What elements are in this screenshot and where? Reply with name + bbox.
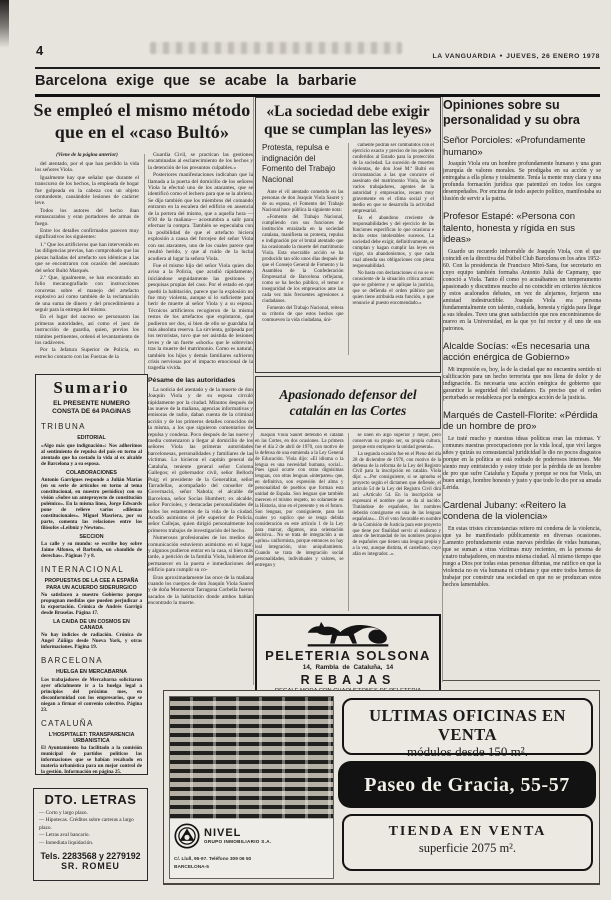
catalan-headline (279, 387, 416, 419)
fomento-text: Ante el vil atentado cometido en las personas de don Joaquín Viola Sauret y de su esposa, el Fomento del Trabajo Nacional hace pública la siguiente nota: «Fomento del Trabajo Nacional, cumpliendo con sus funciones de institución enraizada en la sociedad catalana, manifiesta su protesta, repulsa e indignación por el brutal atentado que ha ocasionado la muerte del matrimonio Viola. Esta execrable acción se ha producido tan sólo unos días después de que el Consejo General de Fomento y la Asamblea de la Confederación Empresarial de Barcelona reflejaran, como se ha hecho público, el temor e inseguridad de los empresarios ante las cada vez más frecuentes agresiones a ciudadanos. Fomento del Trabajo Nacional, reitera su criterio de que estos hechos que conmueven la vida ciudadana, úni- (262, 190, 344, 323)
sumario-category: CATALUÑA (41, 718, 94, 728)
building-photo (170, 697, 333, 819)
catalan-column-2: se unen en algo superior y mejor, pero conservan su propio ser, su propia cultura, porque esto enriquece la unidad general». La segunda ocasión fue en el Pleno del día 28 de diciembre de 1976, con motivo de la defensa de la reforma de la Ley del Registro Civil para la inscripción en catalán. Viola dijo: «...Por consiguiente, si se aprueba el proyecto según el dictamen que defiende, el artículo 54 de la Ley del Registro Civil dirá así: «Artículo 54. En la inscripción se expresará el nombre que se da al nacido. Tratándose de españoles, los nombres deberán consignarse en una de las lenguas españolas»... Di el voto favorable en nombre de la Comisión de Justicia para este proyecto que tiene por finalidad servir al realismo y amor de hermandad de los nombres propios de españoles que tienen una lengua propia y a la vez, aunque distinta, el castellano, cuyo afán es integrador...». (348, 433, 442, 611)
nivel-subtitle: GRUPO INMOBILIARIO S.A. (204, 838, 272, 844)
nivel-logo-icon (174, 823, 200, 849)
peleteria-name: PELETERIA SOLSONA (265, 648, 431, 663)
sumario-title: Sumario (53, 378, 130, 397)
sumario-item-text: No hay indicios de radiación. Crónica de Angel Zúñiga desde Nueva York, y otras informaciones. Página 19. (41, 632, 142, 651)
pesame-text: La noticia del atentado y de la muerte de don Joaquín Viola y de su esposa circuló rápidamente por la ciudad. Minutos después de las nueve de la mañana, agencias informativas y emisoras de radio, daban cuenta de la criminal acción y de los primeros detalles conocidos de la misma, a los que siguieron comentarios de repulsa y condena. Poco después de las nueve y media comenzaron a llegar al domicilio de los señores Viola las primeras autoridades barcelonesas, personalidades y familiares de las víctimas. Lo hicieron el capitán general de Cataluña, teniente general señor Coloma Gallegos; el gobernador civil, señor Belloch Puig; el presidente de la Generalitat, señor Tarradellas, acompañado del conseller de Governació, señor Nahola; el alcalde de Barcelona, señor Socías Humbert; ex alcalde, señor Porcioles, y destacadas personalidades de todos los estamentos de la vida de la ciudad. Acudió asimismo el jefe superior de Policía, señor Callejas, quien dirigió personalmente los primeros trabajos de investigación del hecho. Numerosos profesionales de los medios de comunicación estuvieron asimismo en el lugar, y algunos pudieron entrar en la casa, si bien más tarde, a petición de la familia Viola, hubieron de permanecer en la puerta e inmediaciones del edificio para cumplir su co- Eran aproximadamente las once de la mañana cuando los cuerpos de don Joaquín Viola Sauret y de doña Montserrat Tarragona Corbella fueron sacados de la habitación donde ambos habían encontrado la muerte. (148, 386, 253, 607)
fomento-headline-line2: que se cumplan las leyes» (264, 121, 432, 138)
bullet-separator-icon: ● (499, 53, 504, 59)
peleteria-promo: REBAJAS (300, 673, 396, 687)
dto-letras-ad (33, 788, 148, 881)
opinion-section-heading: Cardenal Jubany: «Reitero la condena de la violencia» (443, 499, 567, 522)
dto-letras-item: — Hipotecas. Créditos sobre carteras a largo plazo. (39, 817, 134, 831)
dto-letras-phones: Tels. 2283568 y 2279192 (40, 851, 141, 862)
masthead-dateline (330, 52, 600, 61)
oficinas-venta-ad (342, 698, 593, 759)
opinions-column (443, 98, 601, 676)
sumario-category: BARCELONA (41, 656, 103, 666)
opinions-headline-line2: personalidad y su obra (443, 112, 580, 127)
pesame-subheading: Pésame de las autoridades (148, 376, 236, 384)
masthead-title: LA VANGUARDIA (432, 53, 497, 60)
sumario-item-label: EDITORIAL (77, 435, 106, 442)
nivel-ad (169, 696, 334, 879)
sumario-item-label: HUELGA EN MERCABARNA (55, 669, 128, 676)
catalan-column-1: Joaquín Viola Sauret defendió el catalán en las Cortes, en dos ocasiones. La primera fue el día 2 de abril de 1970, con motivo de la defensa de una enmienda a la Ley General de Educación. Viola dijo: «El idioma o la lengua es una necesidad humana, social... Pues igual ocurre con otras dignísimas lenguas, con otras lenguas «interpares» que, en definitiva, son expresión del alma y personalidad de pueblos que forman esta unidad de España. Son lenguas que también merecen el mismo respeto, no solamente en la Historia, sino en el presente y en el futuro. Son lenguas, por consiguiente, para las cuales yo suplico que se tenga debida consideración en este artículo 1 de la Ley para marcar, digamos, una orientación decisiva... No se trata de integración a un «prius» uniformista, porque entonces no hay leal integración, sino aniquilamiento. Cuando se trata de integración social personalidades, individuales y valores, se entregan y (255, 433, 344, 568)
tienda-subline: superficie 2075 m². (418, 841, 517, 855)
column-divider (253, 97, 254, 685)
edition-date: JUEVES, 26 ENERO 1978 (506, 53, 600, 60)
catalan-article-body (255, 433, 441, 611)
real-estate-ads-box (163, 690, 600, 885)
catalan-headline-line1: Apasionado defensor del (279, 386, 417, 402)
fomento-text: camente podrán ser combatidos con el ejercicio exacto y preciso de los poderes conferidos al Estado para la protección de la sociedad. La sucesión de muertes violentas, de don José M.ª Bultó en circunstancias a las que concurre el asesinato del matrimonio Viola, las de varios trabajadores, agentes de la autoridad y empresarios, recaen muy gravemente en el clima social y el medio en que se desarrolla la actividad empresarial. Es el abandono creciente de responsabilidades y del ejercicio de las funciones específicas lo que ocasiona e incita estos intolerables sucesos. La sociedad debe exigir, definitivamente, se cumplan y hagan cumplir las leyes en vigor, sin abandonismos, y que cada cual atienda sus obligaciones con plena responsabilidad. No basta con declaraciones si no se es consciente de la situación crítica actual: que se gobierne y se aplique la justicia, que se defienda el orden público por quien tiene atribuida esta función, o que renuncie al puesto encomendado.» (352, 143, 434, 306)
sumario-category: TRIBUNA (41, 422, 86, 432)
opinion-section-text: Le traté mucho y nuestras ideas políticas eran las mismas. Y comunes nuestras preocupaciones por la vida local, que viví largos años y quizás su consustancial juridicidad le dio no pocos disgustos porque en la política se está rodeado de poderosos intereses. Me siento muy entristecido y estoy triste por la pérdida de un hombre de pro que sufre Cataluña y España y porque se nos fue Viola, un buen amigo, hombre honesto y justo y que todo lo dio por su amada Lérida. (443, 435, 601, 491)
lead-article-headline (28, 100, 256, 143)
header-rule (35, 67, 600, 69)
sumario-category: INTERNACIONAL (41, 565, 125, 575)
tienda-venta-ad (342, 814, 593, 871)
sumario-box (35, 374, 148, 775)
catalan-article-headline-box (255, 376, 441, 429)
lead-article-column-1 (35, 152, 139, 364)
lead-article-text: Guardia Civil, se practican las gestiones encaminadas al esclarecimiento de los hechos y la detención de los presuntos culpables.» Posteriores manifestaciones indicaban que la llamada a la puerta del domicilio de los señores Viola la efectuó uno de los atacantes, que se identificó como el lechero para que se la abriera. Se dijo también que los miembros del comando entraron en la escalera del edificio en ausencia de la portera del mismo, que a aquella hora —8'30 de la mañana— acostumbra a salir para efectuar la compra. También se especulaba con la posibilidad de que el artefacto hiciera explosión a causa del forcejeo del señor Viola con sus atacantes, uno de los cuales parece que resultó herido, y que al ruido de la lucha acudiera al lugar la señora Viola. Fue el mismo hijo del señor Viola quien dio aviso a la Policía, que acudió rápidamente, iniciándose seguidamente las gestiones y pesquisas propias del caso. Por el estado en que quedó la habitación, parece que la explosión no fue muy violenta, aunque sí lo suficiente para herir de muerte al señor Viola y a su esposa. Técnicos artificieros recogieron de la misma restos de los artefactos que explotaron, que pudieron ser dos, si bien de ello se guardaba la más absoluta reserva. La sirvienta, golpeada por los terroristas, tuvo que ser asistida de lesiones leves y de un fuerte «shock» que le sobrevino tras la muerte del matrimonio. Como es natural, también los hijos y demás familiares sufrieron crisis nerviosas por el impacto emocional de la tragedia vivida. (148, 152, 253, 372)
nivel-city: BARCELONA-5 (174, 865, 209, 870)
opinion-section-heading: Marqués de Castell-Florite: «Pérdida de un hombre de pro» (443, 409, 598, 432)
opinion-section-heading: Alcalde Socías: «Es necesaria una acción enérgica de Gobierno» (443, 340, 590, 363)
dto-letras-item: — Letras aval bancario. (39, 832, 90, 839)
dto-letras-contact: SR. ROMEU (61, 861, 120, 872)
sumario-item-label: LA CAIDA DE UN COSMOS EN CANADA (53, 618, 130, 632)
page-number: 4 (36, 43, 44, 58)
lead-headline-line1: Se empleó el mismo método (33, 100, 251, 120)
fomento-column-2 (348, 143, 435, 355)
opinions-headline-line1: Opiniones sobre su (443, 98, 560, 112)
sumario-issue-note: EL PRESENTE NUMERO CONSTA DE 64 PAGINAS (52, 400, 131, 416)
opinion-section-text: Joaquín Viola era un hombre profundamente humano y una gran jerarquía de valores morales. Se prodigaba en su acción y se entregaba a ella plena y totalmente. Tenía la mente muy clara y una profunda formación jurídica que patentizó en todos los cargos desempeñados. Por encima de todo aspecto político, manifestaba su ilusión de servir a la patria. (443, 161, 601, 202)
sumario-item-text: Antonio Garrigues responde a Julián Marías (en su serie de artículos en torno al tema constitucional, en nuestro periódico) con su visión «Sobre un anteproyecto de constitución polémico». En la misma línea, Jorge Edwards pone de relieve varios «dilemas constitucionales». Miguel Masriera, por su parte, comenta las relaciones entre los filósofos «Leibniz y Newton». (41, 477, 142, 531)
sumario-item-label: COLABORACIONES (66, 469, 117, 476)
fomento-headline (262, 103, 434, 139)
fomento-headline-line1: «La sociedad debe exigir (266, 103, 430, 120)
continuation-note: (Viene de la página anterior) (56, 152, 118, 158)
article-end-rule (443, 680, 600, 681)
oficinas-headline: ULTIMAS OFICINAS EN VENTA (369, 706, 566, 744)
opinion-section-heading: Señor Porcioles: «Profundamente humano» (443, 135, 586, 158)
fomento-standfirst: Protesta, repulsa e indignación del Fomento del Trabajo Nacional (262, 143, 336, 184)
nivel-brand: NIVEL (204, 826, 242, 839)
sumario-item-text: «Algo más que indignación»: Nos adherimos al sentimiento de repulsa del país en torno al atentado que ha costado la vida al ex alcalde de Barcelona y a su esposa. (41, 442, 142, 467)
sumario-item-label: SECCION (79, 534, 104, 540)
kicker-headline: Barcelona exige que se acabe la barbarie (35, 73, 357, 89)
fomento-column-1 (262, 143, 348, 355)
sumario-item-label: L'HOSPITALET: TRANSPARENCIA URBANISTICA (48, 731, 135, 745)
opinion-section-text: Guardo un recuerdo imborrable de Joaquín Viola, con el que coincidí en la directiva del Fútbol Club Barcelona en los años 1952-60. Con la presidencia de Francisco Miró-Sans, fue secretario en cuyo equipo también formaba Antonio Julià de Capmany, que conoció a Viola. Tanto él como yo acusábamos un temperamento apasionado y discutimos mucho al no coincidir en criterios técnicos y estos acalorados debates, en vez de alejarnos, forjaron una amistad indestructible. Joaquín Viola era persona fundamentalmente con talento, cuidada, honesta y rígida para llegar a sus ideales. Tuvo una gran satisfacción que nos encontráramos de nuevo en la Universidad, en la que yo fui rector y él uno de sus patronos. (443, 248, 601, 332)
opinion-section-heading: Profesor Estapé: «Persona con talento, honesta y rígida en sus ideas» (443, 211, 576, 245)
tienda-headline: TIENDA EN VENTA (388, 824, 547, 839)
dto-letras-title: DTO. LETRAS (44, 792, 137, 807)
sumario-item-text: El Ayuntamiento ha facilitado a la comisión municipal de partidos políticos las informaciones que se habían recabado en materia urbanística para un mejor control de la gestión. Información en página 25. (41, 745, 142, 775)
sumario-item-text: No satisfacen a nuestro Gobierno porque propugnan medidas que pueden perjudicar a la exportación. Crónica de Andrés Garrigó desde Bruselas. Página 17. (41, 591, 142, 616)
sumario-item-text: La calle y su mundo: se escribe hoy sobre Jaime Alfonso, el Barbudo, un «bandido de derechas». Páginas 7 y 8. (41, 541, 142, 560)
fomento-article-box (255, 97, 441, 373)
dto-letras-item: — Inmediata liquidación. (39, 839, 94, 846)
sumario-item-text: Los trabajadores de Mercabarna solicitaron ayer oficialmente ir a la huelga legal a principios del próximo mes, en disconformidad con los empresarios, que se niegan a firmar el convenio colectivo. Página 23. (41, 676, 142, 713)
paseo-de-gracia-ad (338, 761, 596, 808)
peleteria-address: 14, Rambla de Cataluña, 14 (302, 664, 394, 671)
paseo-address: Paseo de Gracia, 55-57 (364, 773, 570, 796)
nivel-address: C/. Llull, 95-97. Teléfono 309 06 50 (174, 857, 252, 862)
oficinas-subline: módulos desde 150 m². (407, 744, 528, 759)
lead-headline-line2: que en el «caso Bultó» (54, 121, 230, 142)
lead-article-column-2 (148, 152, 253, 622)
fur-animal-logo-icon (300, 619, 396, 649)
sumario-item-label: PROPUESTAS DE LA CEE A ESPAÑA PARA UN ACUERDO SIDERURGICO (44, 578, 139, 591)
opinion-section-text: En estas tristes circunstancias reitero mi condena de la violencia, que ya he manifestado públicamente en diversas ocasiones. Lamento profundamente estas nuevas pérdidas de vidas humanas, que se suman a otras víctimas muy recientes, en la persona de cuatro trabajadores, en nuestra misma ciudad. Al mismo tiempo que ruego a Dios por todas estas personas difuntas, me ratifico en que la violencia no es vía humana ni cristiana y que entre todos hemos de trabajar por construir una sociedad en que no se produzcan estos hechos lamentables. (443, 525, 601, 588)
dto-letras-item: — Corto y largo plazo. (39, 810, 88, 816)
lead-article-text: del atentado, por el que han perdido la vida los señores Viola. Igualmente hay que señalar que durante el transcurso de los hechos, la empleada de hogar fue golpeada en la cabeza con un objeto contundente, causándole lesiones de carácter leve. Todos los autores del hecho iban enmascarados y eran portadores de armas de fuego. Entre los detalles confirmados parecen muy significativos los siguientes: 1.º Que los artificieros que han intervenido en las diligencias previas, han comprobado que las piezas halladas del artefacto son idénticas a las que se encontraron con ocasión del asesinato del señor Bultó Marqués. 2.º Que, igualmente, se han encontrado un folio mecanografiado con instrucciones concretas sobre el manejo del artefacto explosivo así como también de la reclamación de una suma de dinero y del procedimiento a seguir para la entrega del mismo. En el lugar del suceso se personaron las primeras autoridades, así como el juez de instrucción de guardia, quien, previos los trámites pertinentes, ordenó el levantamiento de los cadáveres. Por la Jefatura Superior de Policía, en estrecho contacto con las Fuerzas de la (35, 161, 139, 360)
scan-artifact-corner (0, 0, 9, 48)
catalan-headline-line2: catalán en las Cortes (289, 402, 407, 418)
opinion-section-text: Mi impresión es, hoy, la de la ciudad que no encuentra sentido ni calificación para un hecho terrorista que nos llena de dolor y de indignación. Es necesaria una acción enérgica de gobierno que garantice la seguridad del ciudadano. Es preciso que el orden perturbado se restablezca por la enérgica acción de la justicia. (443, 366, 601, 401)
opinions-headline (443, 98, 601, 127)
